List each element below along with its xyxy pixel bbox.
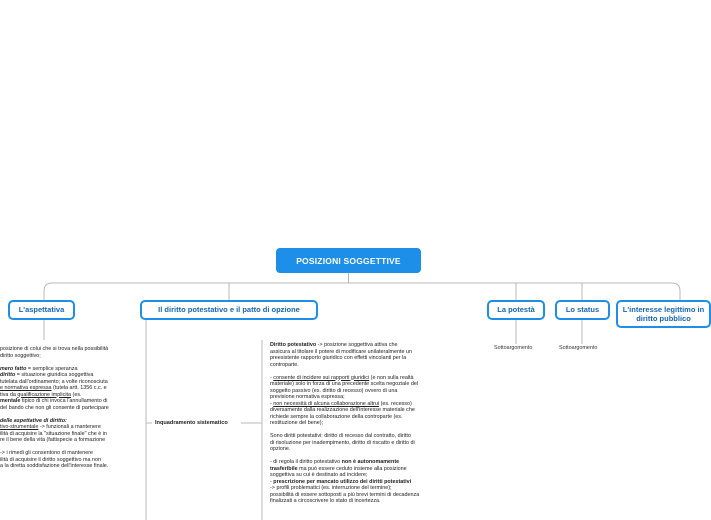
- subtopic-status[interactable]: Sottoargomento: [559, 345, 598, 351]
- branch-aspettativa[interactable]: L'aspettativa: [8, 300, 75, 320]
- branch-status[interactable]: Lo status: [555, 300, 610, 320]
- inquadramento-notes: Diritto potestativo -> posizione soggettiva attiva che assicura al titolare il potere di modificare unilateralmente un preesistente rapporto giuridico con effetti vincolanti per la controparte. - consente di incidere sui rapporti giuridici (e non sulla realtà materiale) solo in forza di una precedente scelta negoziale del soggetto passivo (es. diritto di recesso) ovvero di una previsione normativa espressa; - non necessità di alcuna collaborazione altrui (es. recesso) diversamente dalla realizzazione dell'interesse materiale che richiede sempre la collaborazione della controparte (es. restituzione del bene); Sono diritti potestativi: diritto di recesso dal contratto, diritto di risoluzione per inadempimento, diritto di riscatto e diritto di opzione. - di regola il diritto potestativo non è autonomamente trasferibile ma può essere ceduto insieme alla posizione soggettiva su cui è destinato ad incidere; - prescrizione per mancato utilizzo dei diritti potestativi -> profili problematici (es. interruzione del termine); possibilità di essere sottoposti a più brevi termini di decadenza finalizzati a circoscrivere lo stato di incertezza.: [270, 342, 420, 504]
- subtopic-potesta[interactable]: Sottoargomento: [494, 345, 533, 351]
- subtopic-inquadramento[interactable]: Inquadramento sistematico: [155, 420, 228, 426]
- branch-interesse-legittimo[interactable]: L'interesse legittimo in diritto pubblico: [616, 300, 711, 328]
- branch-potesta[interactable]: La potestà: [487, 300, 545, 320]
- root-topic[interactable]: POSIZIONI SOGGETTIVE: [276, 248, 421, 273]
- aspettativa-notes: posizione di colui che si trova nella possibilità diritto soggettivo; mero fatto = semplice speranza diritto = situazione giuridica soggettiva tutelata dall'ordinamento; a volte riconosciuta e normativa espressa (tutela artt. 1356 c.c. e tiva da qualificazione implicita (es. mentale tipico di chi invoca l'annullamento di del bando che non gli consente di partecipare delle aspettative di diritto: tivo-strumentale -> funzionali a mantenere ilità di acquisire la "situazione finale" che è in re il bene della vita (fattispecie a formazione -> i rimedi gli consentono di mantenere ilità di acquisire il diritto soggettivo ma non a la diretta soddisfazione dell'interesse finale.: [0, 346, 109, 469]
- branch-diritto-potestativo[interactable]: Il diritto potestativo e il patto di opzione: [140, 300, 318, 320]
